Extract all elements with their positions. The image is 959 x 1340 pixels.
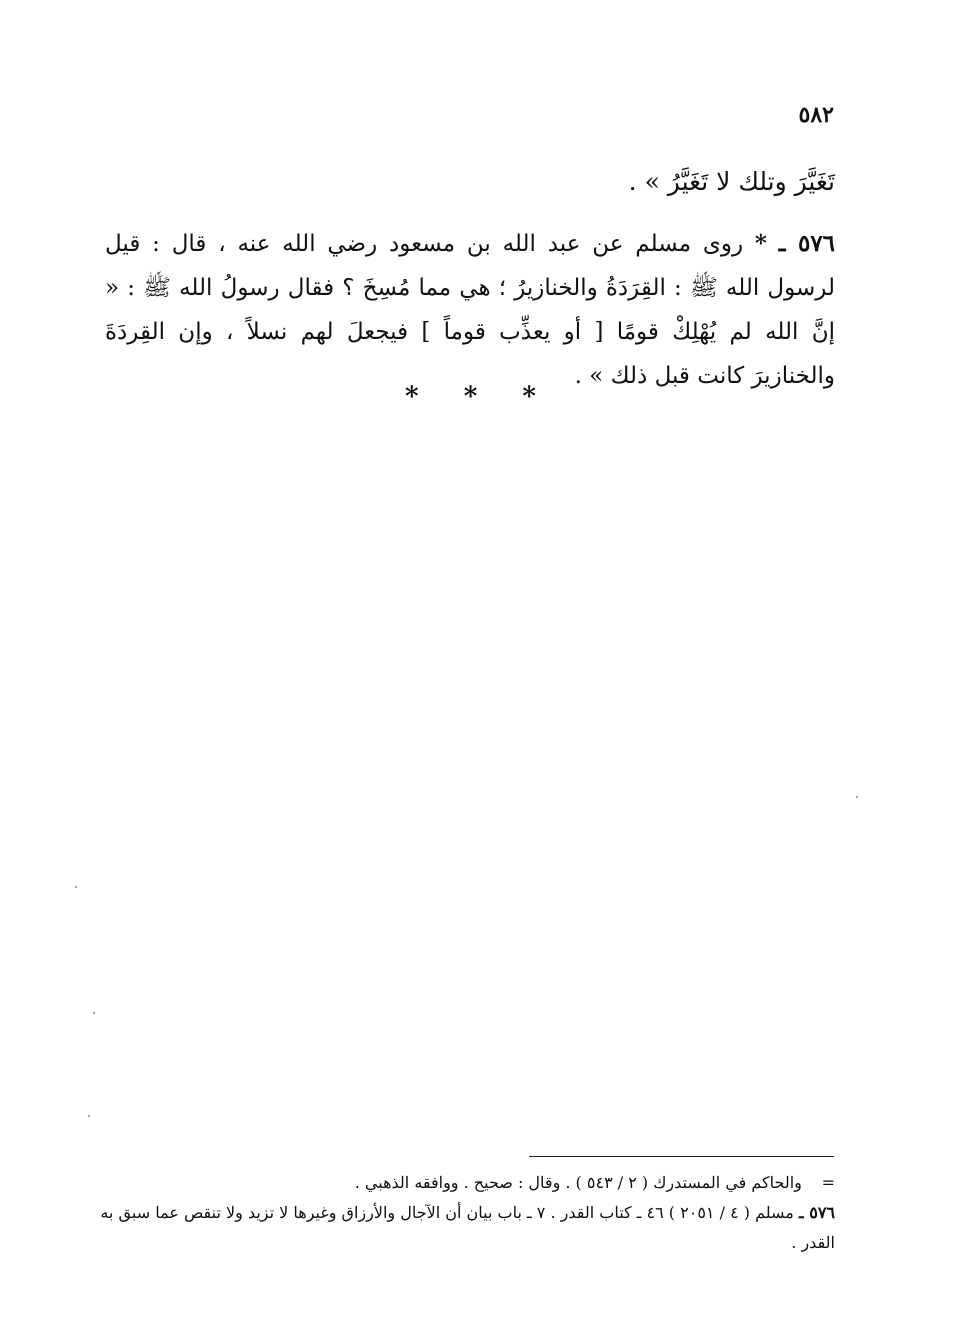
footnotes-section <box>100 1168 835 1258</box>
hadith-number: ٥٧٦ ـ <box>778 230 836 257</box>
hadith-paragraph <box>105 222 835 398</box>
page-number: ٥٨٢ <box>798 102 834 128</box>
footnote-divider <box>529 1156 834 1157</box>
continuation-paragraph <box>105 160 835 204</box>
scan-speck <box>75 886 77 888</box>
footnote-text: مسلم ( ٤ / ٢٠٥١ ) ٤٦ ـ كتاب القدر . ٧ ـ باب بيان أن الآجال والأرزاق وغيرها لا تزيد ولا تنقص عما سبق به القدر . <box>100 1203 835 1252</box>
hadith-star: * <box>754 230 767 257</box>
scan-speck <box>856 796 858 798</box>
footnote-text: والحاكم في المستدرك ( ٢ / ٥٤٣ ) . وقال : صحيح . ووافقه الذهبي . <box>354 1173 802 1192</box>
section-separator: * * * <box>405 382 554 412</box>
footnote-576 <box>100 1198 835 1258</box>
continuation-text: تَغَيَّرَ وتلك لا تَغَيَّرُ » . <box>628 167 835 196</box>
hadith-text: روى مسلم عن عبد الله بن مسعود رضي الله عنه ، قال : قيل لرسول الله ﷺ : القِرَدَةُ والخنازيرُ ؛ هي مما مُسِخَ ؟ فقال رسولُ الله ﷺ : « إنَّ الله لم يُهْلِكْ قومًا [ أو يعذِّب قوماً ] فيجعلَ لهم نسلاً ، وإن القِردَةَ والخنازيرَ كانت قبل ذلك » . <box>105 231 835 389</box>
footnote-number: ٥٧٦ ـ <box>798 1203 835 1222</box>
scan-speck <box>88 1115 90 1117</box>
scan-speck <box>93 1012 95 1014</box>
footnote-marker: = <box>821 1173 835 1192</box>
footnote-continuation <box>100 1168 835 1198</box>
